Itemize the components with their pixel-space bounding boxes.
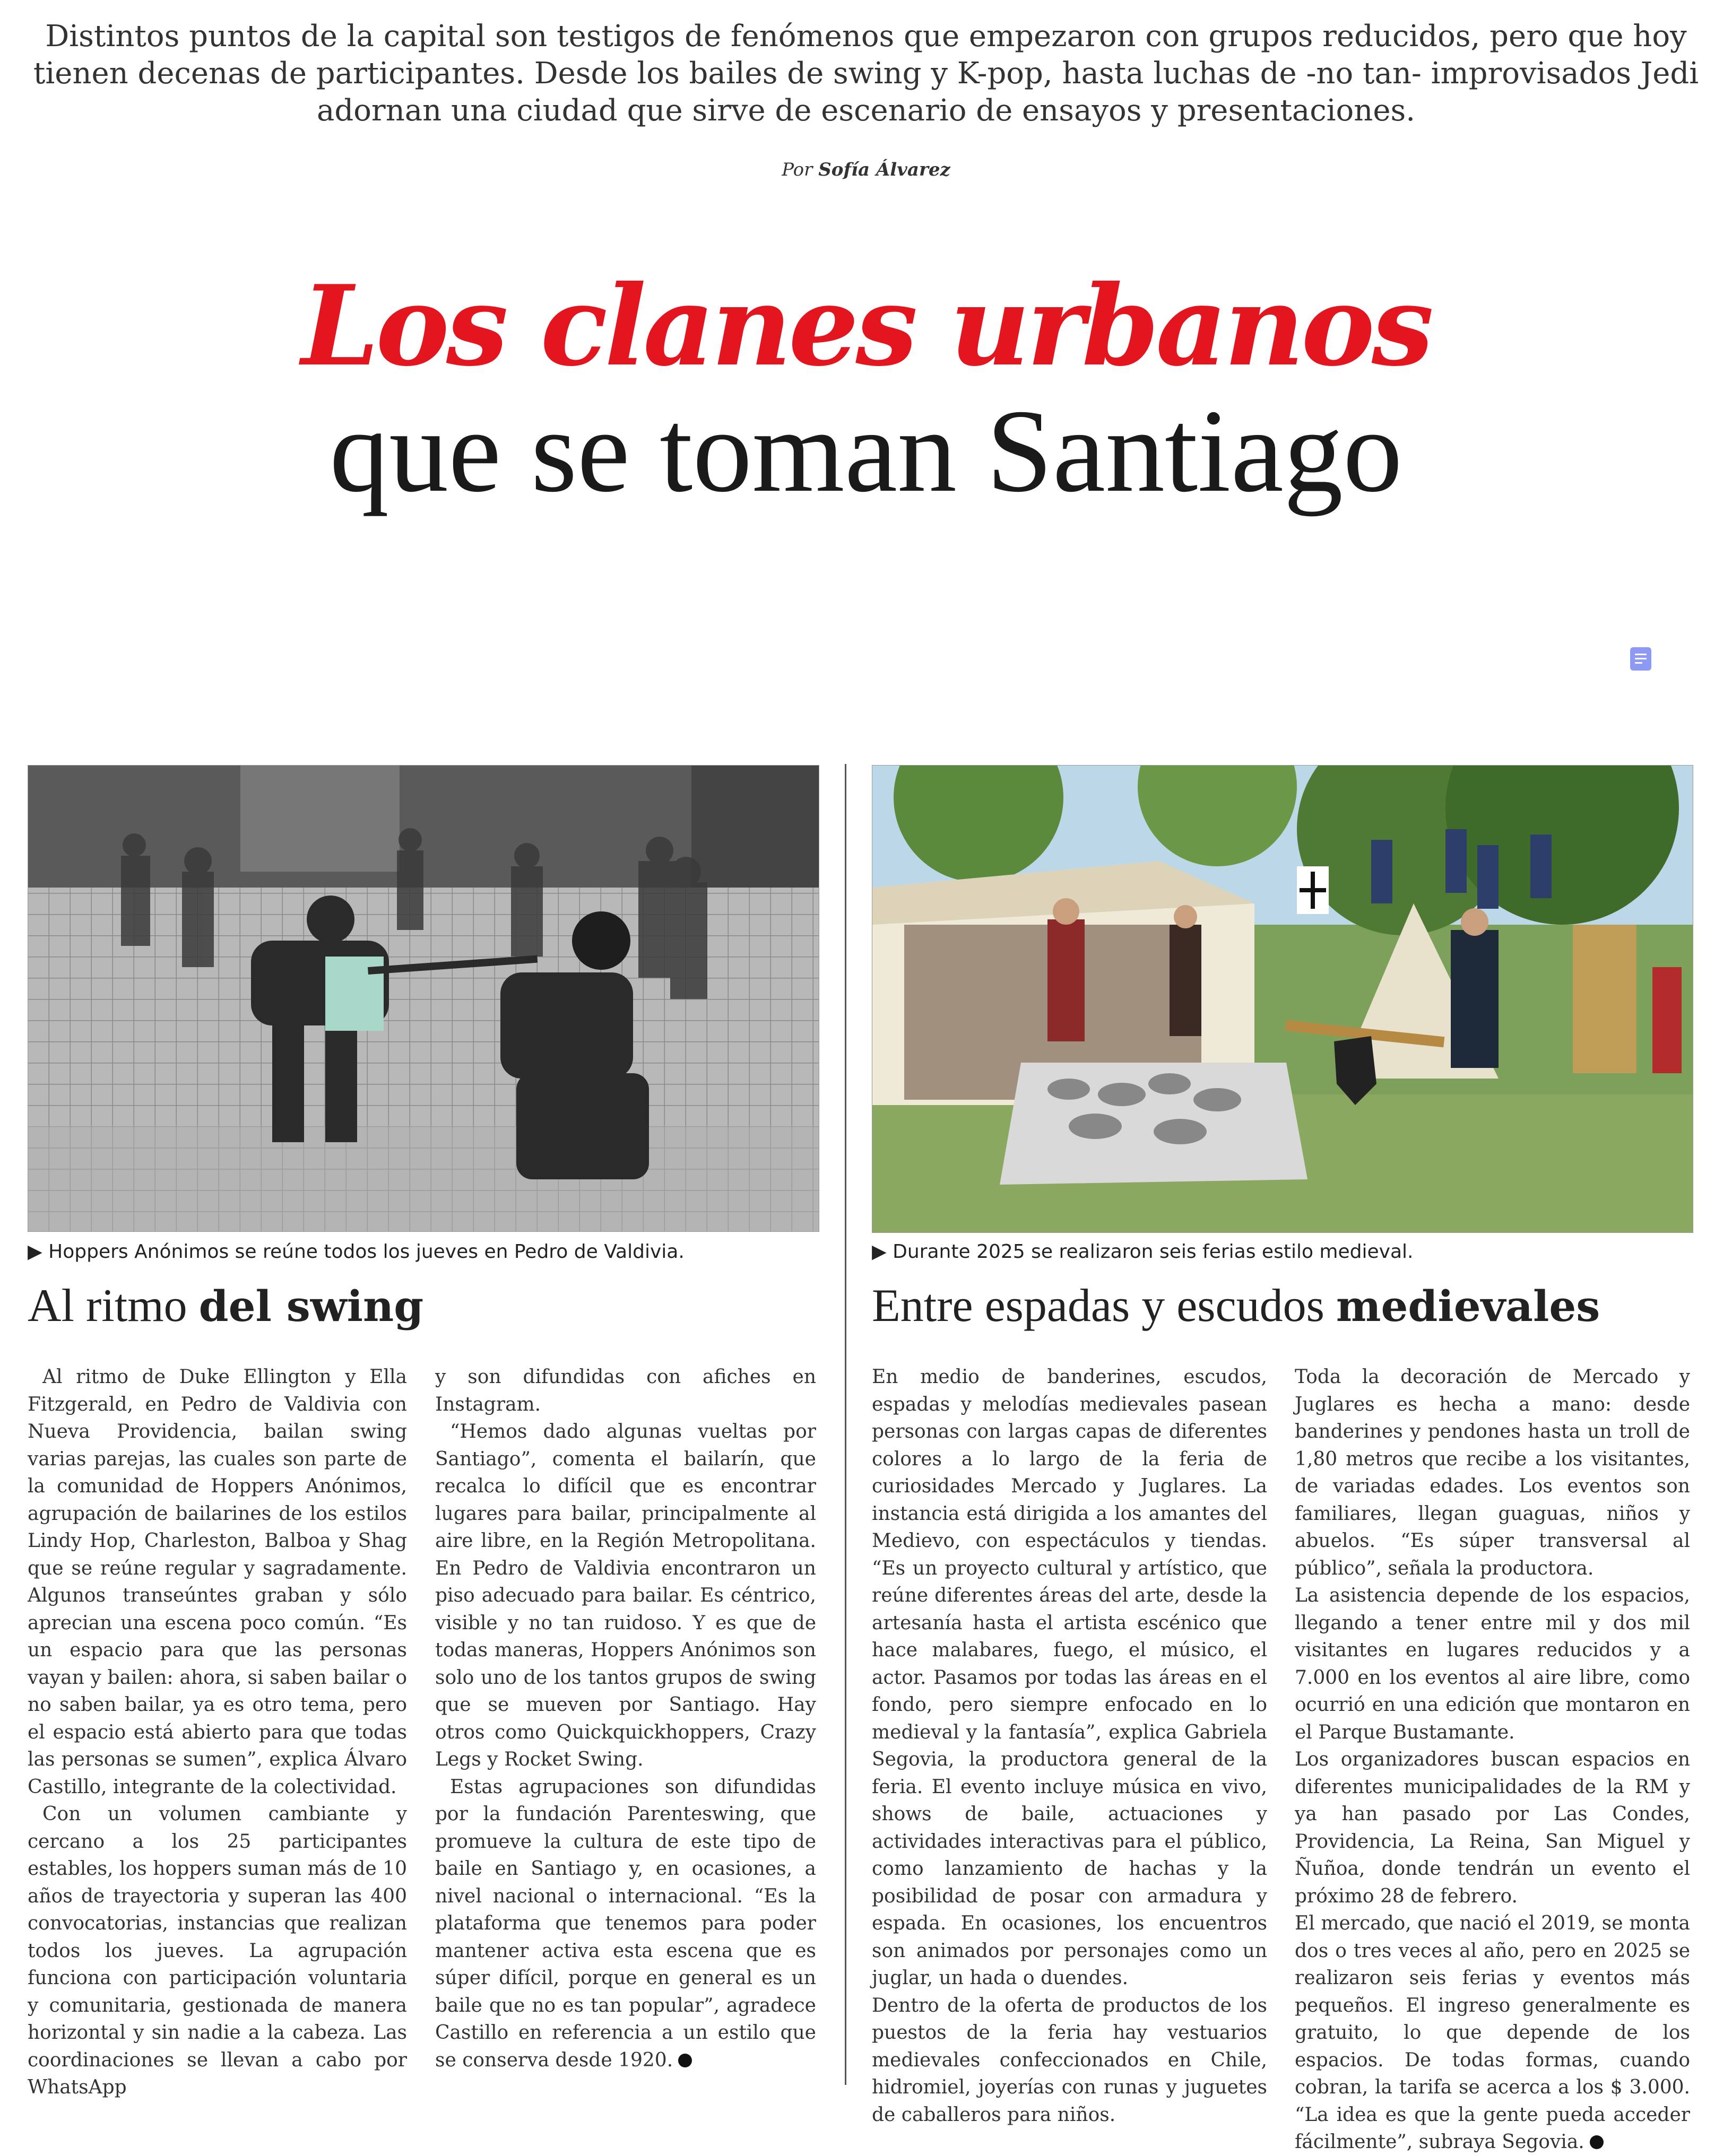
- intro-paragraph: Distintos puntos de la capital son testigos de fenómenos que empezaron con grupos reducidos, pero que hoy tienen decenas de participantes. Desde los bailes de swing y K-pop, hasta luchas de -no tan- improvisados Jedi adornan una ciudad que sirve de escenario de ensayos y presentaciones.: [33, 19, 1699, 128]
- byline-author: Sofía Álvarez: [818, 159, 950, 180]
- swing-dancers-illustration: [28, 766, 819, 1231]
- section-heading-swing: [28, 1280, 824, 1333]
- paragraph: [435, 1774, 816, 2074]
- section-heading-light: Al ritmo: [28, 1280, 187, 1332]
- bullet-icon: [1590, 2135, 1604, 2149]
- swing-dancers-photo: [28, 765, 819, 1232]
- headline-line2: que se toman Santiago: [330, 385, 1402, 517]
- paragraph: En medio de banderines, escudos, espadas y melodías medievales pasean personas con largas capas de diferentes colores a lo largo de la feria de curiosidades Mercado y Juglares. La instancia está dirigida a los amantes del Medievo, con espectáculos y tiendas. “Es un proyecto cultural y artístico, que reúne diferentes áreas del arte, desde la artesanía hasta el artista escénico que hace malabares, fuego, el músico, el actor. Pasamos por todas las áreas en el fondo, pero siempre enfocado en lo medieval y la fantasía”, explica Gabriela Segovia, la productora general de la feria. El evento incluye música en vivo, shows de baile, actuaciones y actividades interactivas para el público, como lanzamiento de hachas y la posibilidad de posar con armadura y espada. En ocasiones, los encuentros son animados por personajes como un juglar, un hada o duendes.: [872, 1366, 1267, 1989]
- paragraph: [1295, 1910, 1690, 2156]
- paragraph: Dentro de la oferta de productos de los puestos de la feria hay vestuarios medievales confeccionados en Chile, hidromiel, joyerías con runas y juguetes de caballeros para niños.: [872, 1994, 1267, 2126]
- section-heading-light: Entre espadas y escudos: [872, 1280, 1324, 1332]
- left-caption-text: Hoppers Anónimos se reúne todos los jueves en Pedro de Valdivia.: [48, 1241, 685, 1263]
- note-icon[interactable]: [1630, 647, 1651, 671]
- section-heading-medieval: [872, 1280, 1692, 1333]
- paragraph: y son difundidas con afiches en Instagram.: [435, 1366, 816, 1415]
- paragraph: “Hemos dado algunas vueltas por Santiago”, comenta el bailarín, que recalca lo difícil que es encontrar lugares para bailar, principalmente al aire libre, en la Región Metropolitana. En Pedro de Valdivia encontraron un piso adecuado para bailar. Es céntrico, visible y no tan ruidoso. Y es que de todas maneras, Hoppers Anónimos son solo uno de los tantos grupos de swing que se mueven por Santiago. Hay otros como Quickquickhoppers, Crazy Legs y Rocket Swing.: [435, 1421, 816, 1770]
- triangle-right-icon: ▶: [872, 1241, 887, 1263]
- paragraph: La asistencia depende de los espacios, llegando a tener entre mil y dos mil visitantes en lugares reducidos y a 7.000 en los eventos al aire libre, como ocurrió en una edición que montaron en el Parque Bustamante.: [1295, 1585, 1690, 1743]
- article-column-4: [1295, 1363, 1690, 2156]
- triangle-right-icon: ▶: [28, 1241, 42, 1263]
- section-heading-bold: del swing: [198, 1281, 424, 1331]
- article-column-3: [872, 1363, 1267, 2128]
- paragraph: Toda la decoración de Mercado y Juglares es hecha a mano: desde banderines y pendones hasta un troll de 1,80 metros que recibe a los visitantes, de variadas edades. Los eventos son familiares, llegan guaguas, niños y abuelos. “Es súper transversal al público”, señala la productora.: [1295, 1366, 1690, 1579]
- article-column-1: [28, 1363, 407, 2101]
- medieval-fair-illustration: [872, 766, 1693, 1232]
- byline: [0, 159, 1732, 180]
- headline-line1: Los clanes urbanos: [301, 262, 1431, 391]
- section-heading-bold: medievales: [1336, 1281, 1600, 1331]
- byline-prefix: Por: [782, 159, 813, 180]
- paragraph-text: Estas agrupaciones son difundidas por la fundación Parenteswing, que promueve la cultura de este tipo de baile en Santiago y, en ocasiones, a nivel nacional o internacional. “Es la plataforma que tenemos para poder mantener activa esta escena que es súper difícil, porque en general es un baile que no es tan popular”, agradece Castillo en referencia a un estilo que se conserva desde 1920.: [435, 1776, 816, 2071]
- paragraph: Al ritmo de Duke Ellington y Ella Fitzgerald, en Pedro de Valdivia con Nueva Providencia, bailan swing varias parejas, las cuales son parte de la comunidad de Hoppers Anónimos, agrupación de bailarines de los estilos Lindy Hop, Charleston, Balboa y Shag que se reúne regular y sagradamente. Algunos transeúntes graban y sólo aprecian una escena poco común. “Es un espacio para que las personas vayan y bailen: ahora, si saben bailar o no saben bailar, ya es otro tema, pero el espacio está abierto para que todas las personas se sumen”, explica Álvaro Castillo, integrante de la colectividad.: [28, 1366, 407, 1798]
- article-column-2: [435, 1363, 816, 2074]
- right-photo-caption: [872, 1240, 1692, 1264]
- left-photo-caption: [28, 1240, 824, 1264]
- bullet-icon: [678, 2054, 692, 2067]
- column-divider: [845, 764, 846, 2085]
- paragraph: Con un volumen cambiante y cercano a los 25 participantes estables, los hoppers suman más de 10 años de trayectoria y superan las 400 convocatorias, instancias que realizan todos los jueves. La agrupación funciona con participación voluntaria y comunitaria, gestionada de manera horizontal y sin nadie a la cabeza. Las coordinaciones se llevan a cabo por WhatsApp: [28, 1803, 407, 2098]
- right-caption-text: Durante 2025 se realizaron seis ferias estilo medieval.: [893, 1241, 1414, 1263]
- paragraph-text: El mercado, que nació el 2019, se monta dos o tres veces al año, pero en 2025 se realizaron seis ferias y eventos más pequeños. El ingreso generalmente es gratuito, lo que depende de los espacios. De todas formas, cuando cobran, la tarifa se acerca a los $ 3.000. “La idea es que la gente pueda acceder fácilmente”, subraya Segovia.: [1295, 1912, 1690, 2153]
- medieval-fair-photo: [872, 765, 1693, 1233]
- paragraph: Los organizadores buscan espacios en diferentes municipalidades de la RM y ya han pasado por Las Condes, Providencia, La Reina, San Miguel y Ñuñoa, donde tendrán un evento el próximo 28 de febrero.: [1295, 1749, 1690, 1907]
